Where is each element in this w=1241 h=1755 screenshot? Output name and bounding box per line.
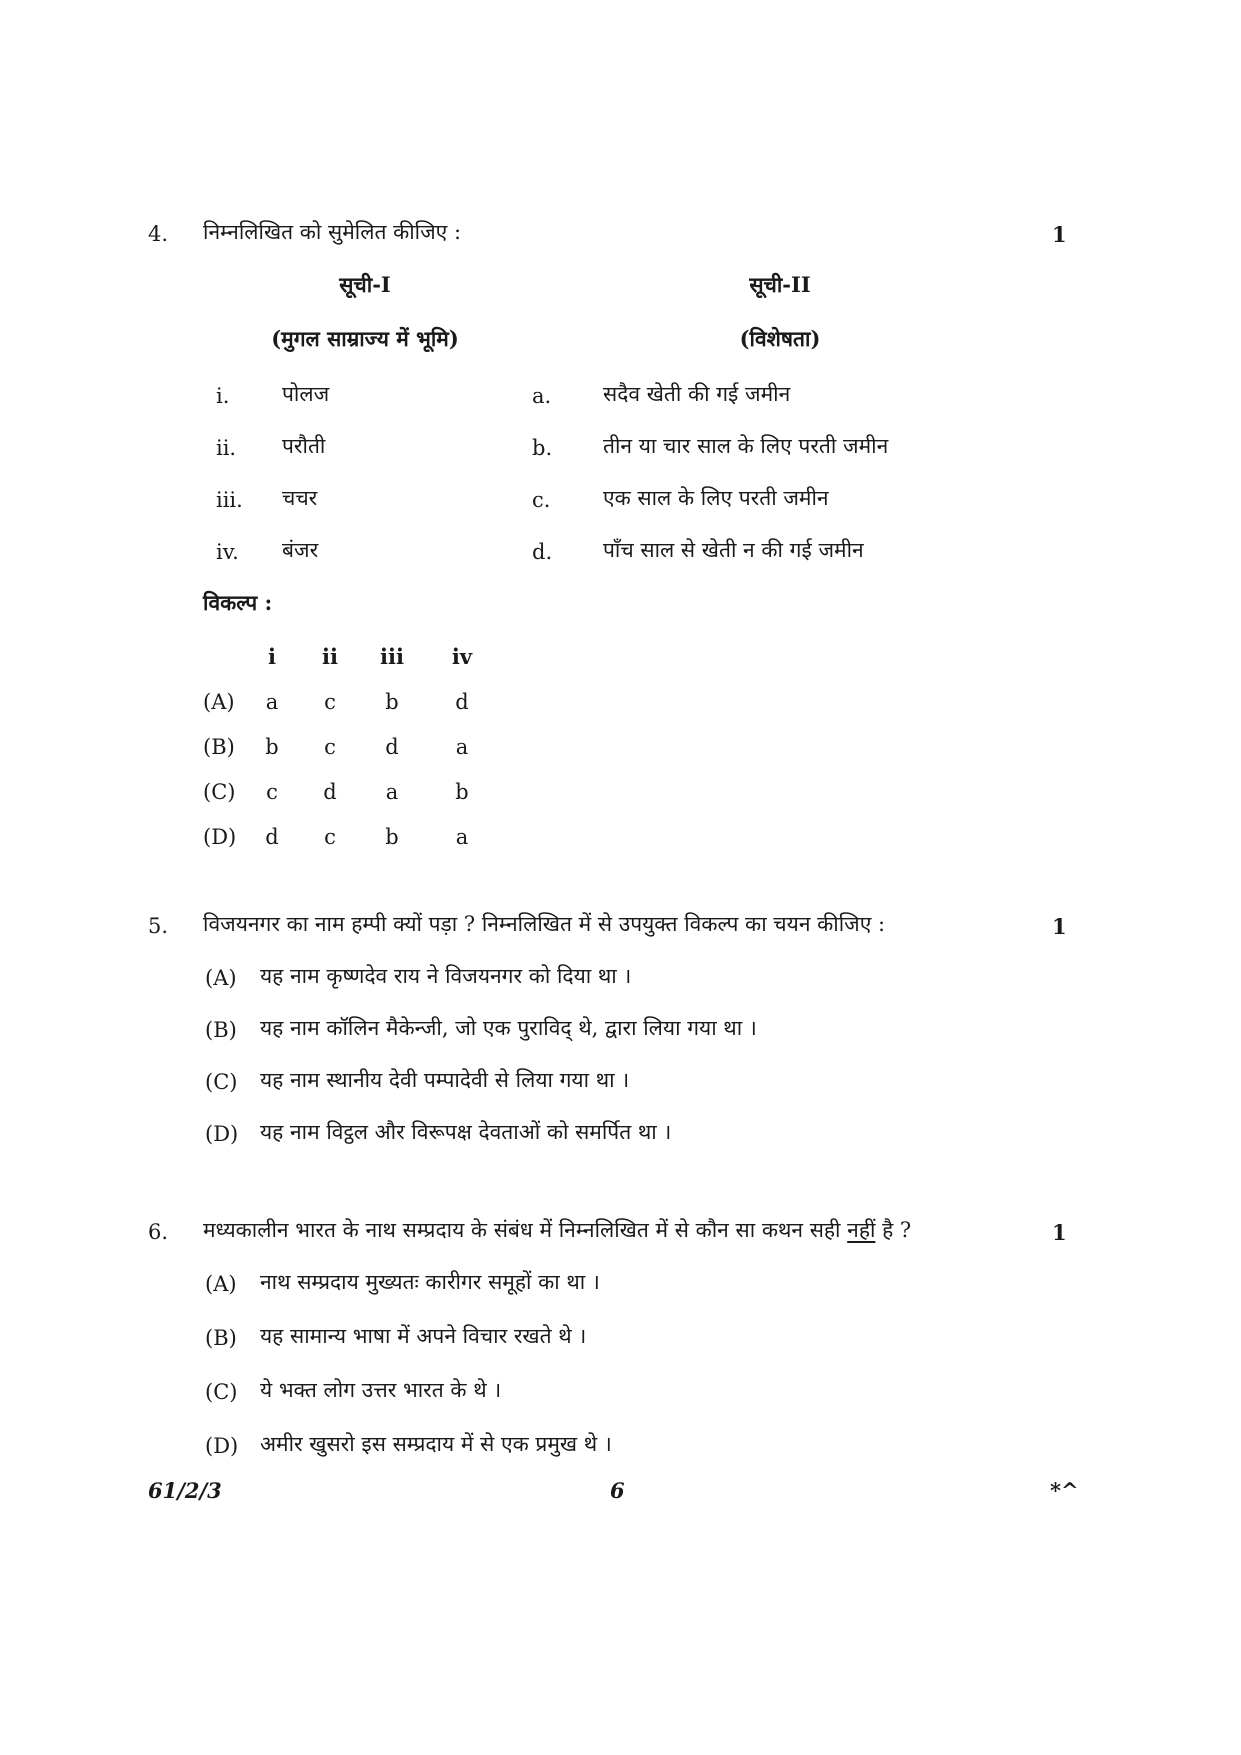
option-cell: a [455,735,469,759]
option-cell: c [324,735,336,759]
options-header-cell: iv [451,644,473,669]
list2-item-label: b. [532,436,553,460]
q5-option-text: यह नाम कृष्णदेव राय ने विजयनगर को दिया था । [260,964,632,988]
footer-page-number: 6 [610,1478,625,1503]
list2-item-text: सदैव खेती की गई जमीन [603,382,791,406]
q5-option-label: (C) [205,1070,238,1094]
option-cell: b [385,825,399,849]
list2-item-text: तीन या चार साल के लिए परती जमीन [603,434,889,458]
option-cell: a [455,825,469,849]
option-cell: a [265,690,279,714]
q5-option-label: (A) [205,966,237,990]
q5-stem: विजयनगर का नाम हम्पी क्यों पड़ा ? निम्नलिखित में से उपयुक्त विकल्प का चयन कीजिए : [203,912,886,936]
q4-stem: निम्नलिखित को सुमेलित कीजिए : [203,220,462,244]
q5-number: 5. [148,914,169,938]
q6-option-text: यह सामान्य भाषा में अपने विचार रखते थे । [260,1324,587,1348]
list1-item-label: i. [216,384,230,408]
option-cell: d [455,690,469,714]
list2-item-text: एक साल के लिए परती जमीन [603,486,829,510]
q5-option-label: (B) [205,1018,237,1042]
q5-option-text: यह नाम स्थानीय देवी पम्पादेवी से लिया गया था । [260,1068,630,1092]
list1-item-text: बंजर [282,538,319,562]
footer-paper-code: 61/2/3 [148,1478,222,1503]
list2-item-label: c. [532,488,551,512]
q6-number: 6. [148,1220,169,1244]
list2-item-text: पाँच साल से खेती न की गई जमीन [603,538,864,562]
option-label: (C) [203,780,236,804]
option-cell: b [265,735,279,759]
option-cell: b [385,690,399,714]
footer-mark: *^ [1050,1478,1079,1503]
list2-title: सूची-II [749,272,811,297]
option-label: (B) [203,735,235,759]
q6-stem-negation: नहीं [847,1218,876,1242]
option-cell: c [324,825,336,849]
q5-option-text: यह नाम कॉलिन मैकेन्जी, जो एक पुराविद् थे, द्वारा लिया गया था । [260,1016,757,1040]
q6-option-label: (D) [205,1434,239,1458]
option-cell: d [265,825,279,849]
q6-option-label: (C) [205,1380,238,1404]
list2-subtitle: (विशेषता) [739,326,821,351]
list2-item-label: d. [532,540,553,564]
q6-option-label: (B) [205,1326,237,1350]
list1-subtitle: (मुगल साम्राज्य में भूमि) [271,326,459,351]
options-title: विकल्प : [203,590,273,615]
q6-stem [203,1218,911,1243]
option-cell: c [266,780,278,804]
q5-option-label: (D) [205,1122,239,1146]
q6-marks: 1 [1052,1220,1067,1245]
list2-item-label: a. [532,384,552,408]
q5-marks: 1 [1052,914,1067,939]
list1-item-label: iv. [216,540,239,564]
q6-stem-before: मध्यकालीन भारत के नाथ सम्प्रदाय के संबंध में निम्नलिखित में से कौन सा कथन सही [203,1218,841,1242]
options-header-cell: i [268,644,276,669]
list1-item-label: ii. [216,436,237,460]
q6-option-text: ये भक्त लोग उत्तर भारत के थे । [260,1378,502,1402]
options-header-cell: iii [380,644,404,669]
option-cell: c [324,690,336,714]
option-cell: a [385,780,399,804]
q4-marks: 1 [1052,222,1067,247]
option-label: (D) [203,825,237,849]
q6-option-text: नाथ सम्प्रदाय मुख्यतः कारीगर समूहों का था । [260,1270,600,1294]
option-label: (A) [203,690,235,714]
q6-option-label: (A) [205,1272,237,1296]
list1-item-text: परौती [282,434,326,458]
q5-option-text: यह नाम विट्ठल और विरूपक्ष देवताओं को समर्पित था । [260,1120,672,1144]
option-cell: d [385,735,399,759]
list1-item-text: पोलज [282,382,330,406]
q6-stem-after: है ? [882,1218,912,1242]
options-header-cell: ii [322,644,338,669]
q6-option-text: अमीर खुसरो इस सम्प्रदाय में से एक प्रमुख थे । [260,1432,612,1456]
list1-item-text: चचर [282,486,318,510]
option-cell: b [455,780,469,804]
q4-number: 4. [148,222,169,246]
option-cell: d [323,780,337,804]
list1-item-label: iii. [216,488,243,512]
list1-title: सूची-I [339,272,391,297]
